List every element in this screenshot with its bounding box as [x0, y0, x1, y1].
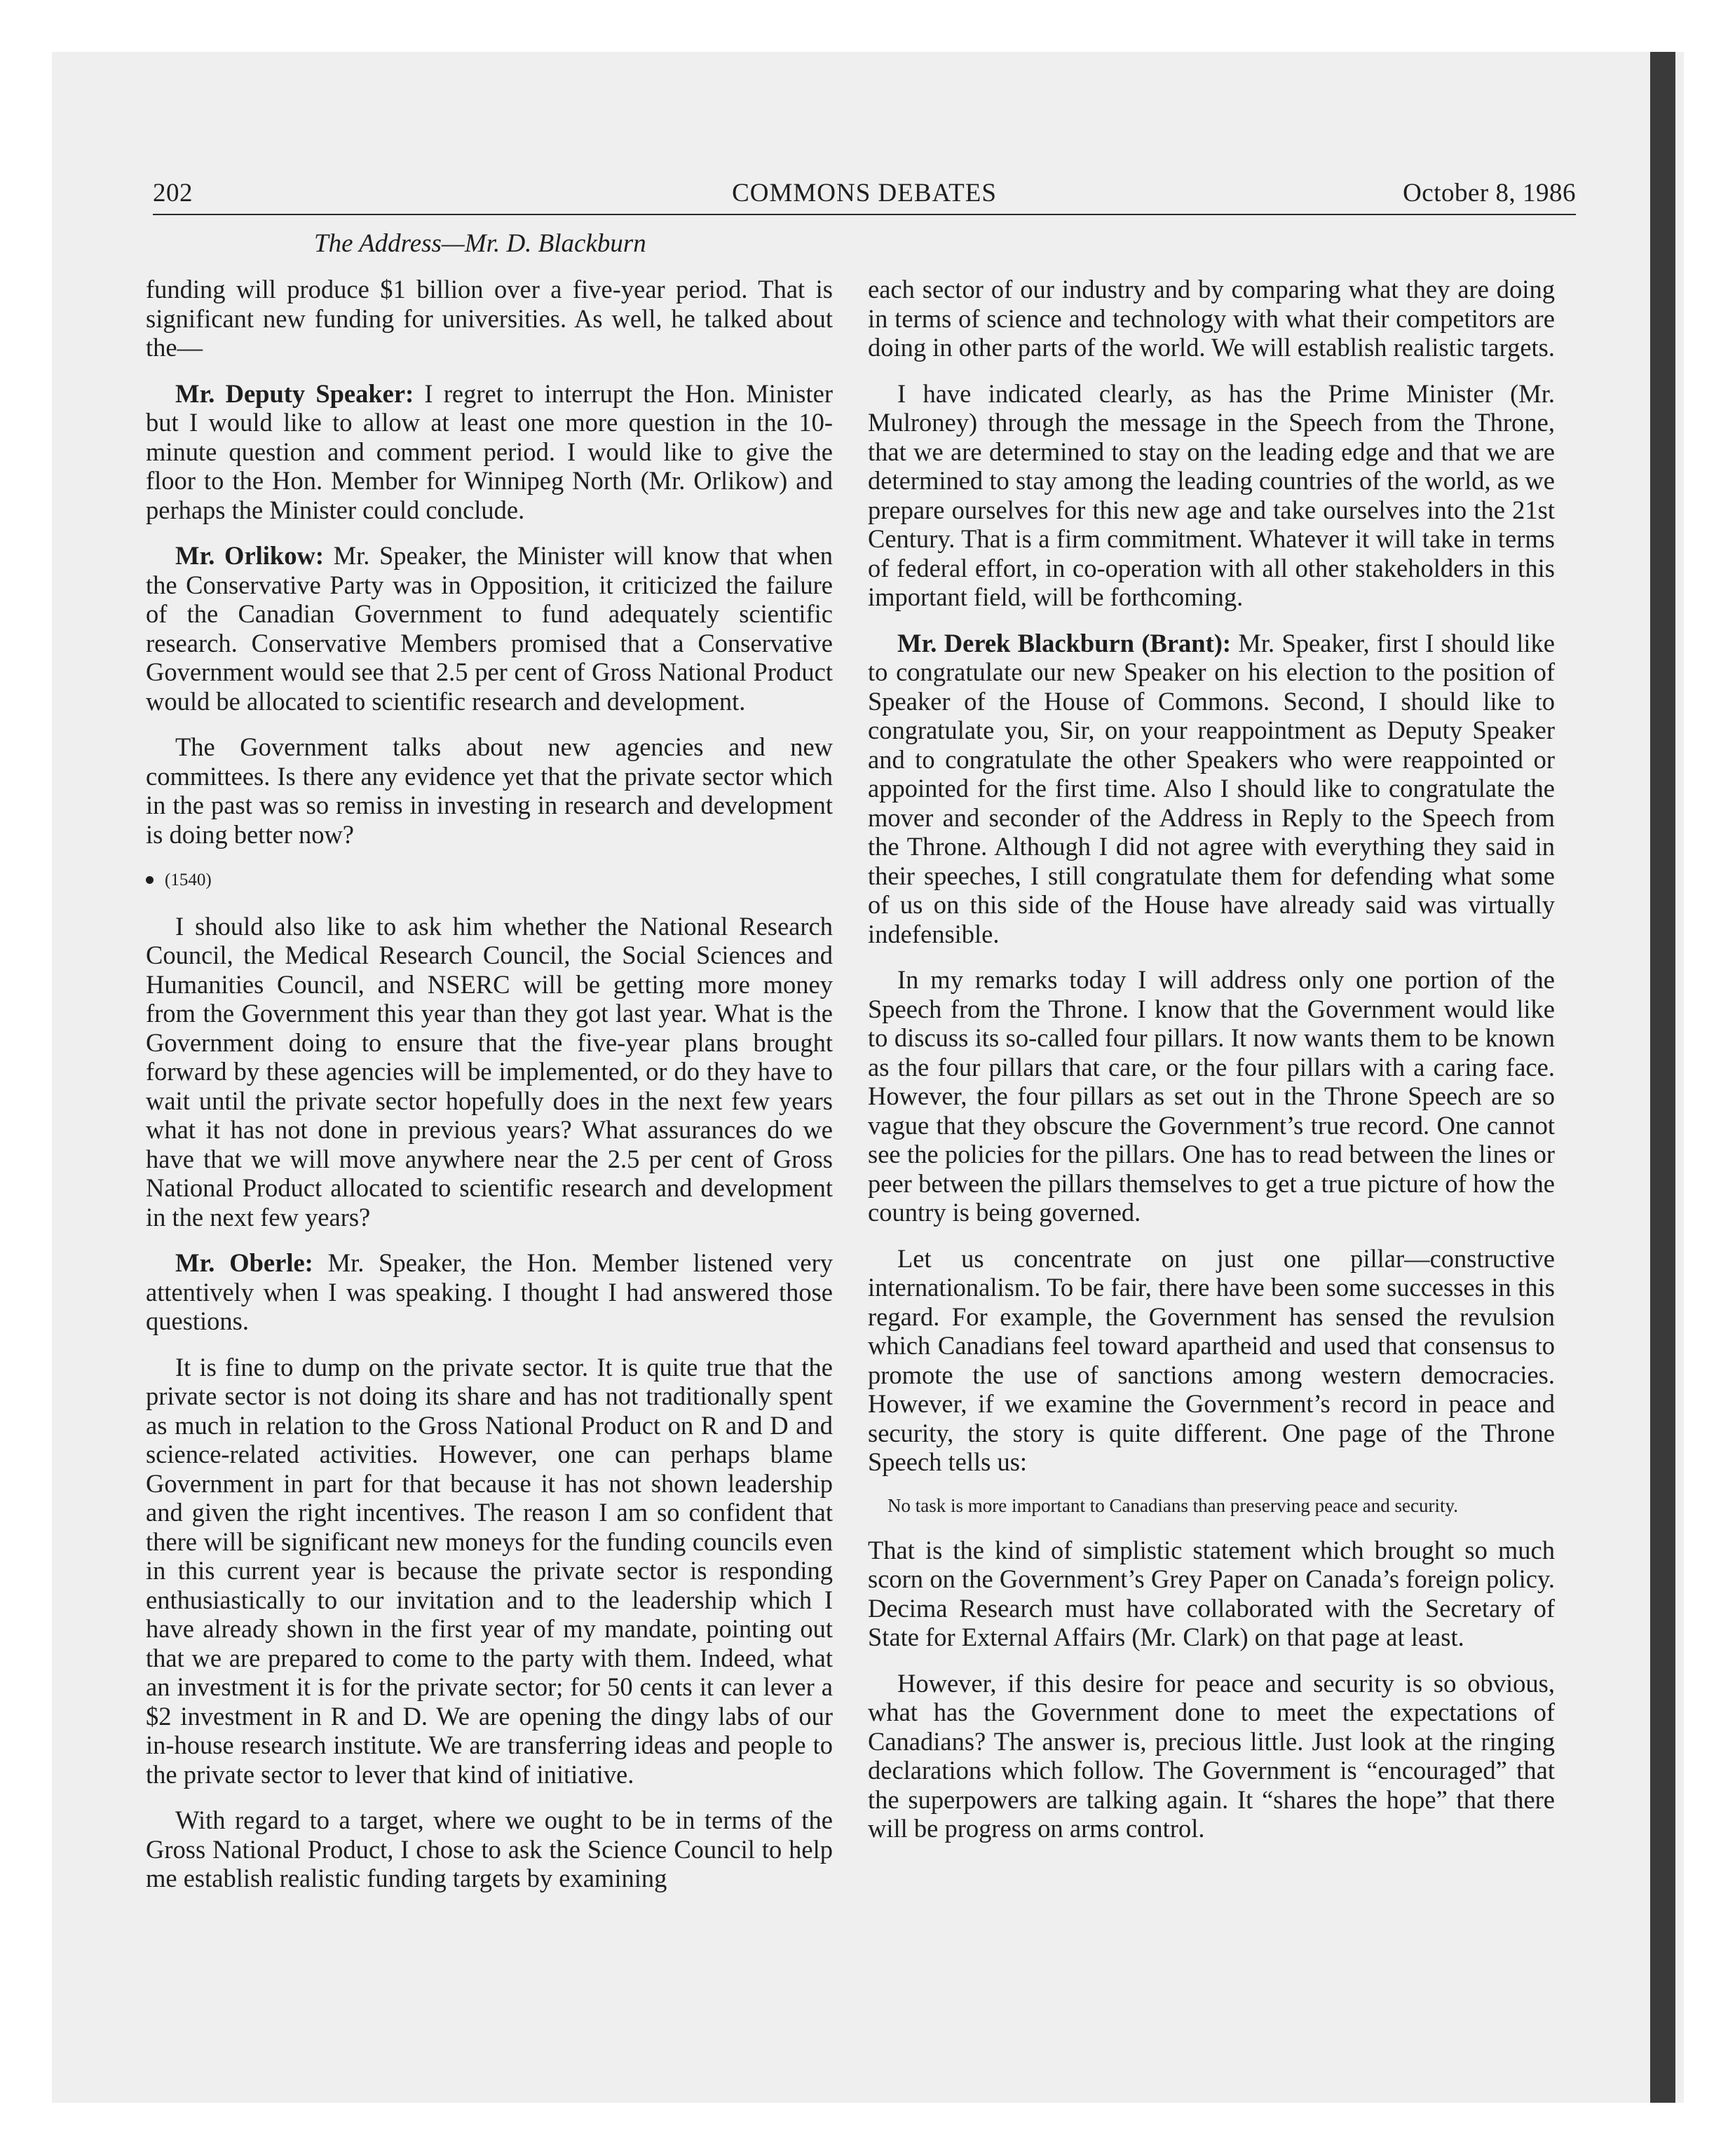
speaker-name: Mr. Orlikow:: [175, 541, 324, 570]
paragraph: The Government talks about new agencies and new committees. Is there any evidence yet that the private sector which in the past was so remiss in investing in research and development is doing better now?: [146, 732, 833, 849]
paragraph: I have indicated clearly, as has the Prime Minister (Mr. Mulroney) through the message in the Speech from the Throne, that we are determined to stay on the leading edge and that we are determined to stay among the leading countries of the world, as we prepare ourselves for this new age and take ourselves into the 21st Century. That is a firm commitment. Whatever it will take in terms of federal effort, in co-operation with all other stakeholders in this important field, will be forthcoming.: [868, 378, 1555, 611]
timestamp-text: (1540): [165, 871, 212, 889]
right-column: [868, 275, 1555, 1860]
speech-text: Mr. Speaker, the Minister will know that when the Conservative Party was in Opposition, it criticized the failure of the Canadian Government to fund adequately scientific research. Conservative Members promised that a Conservative Government would see that 2.5 per cent of Gross National Product would be allocated to scientific research and development.: [146, 541, 833, 716]
page-header: [153, 178, 1576, 216]
block-quote: No task is more important to Canadians than preserving peace and security.: [887, 1494, 1459, 1516]
issue-date: October 8, 1986: [1403, 179, 1576, 207]
left-column: [146, 275, 833, 1910]
running-head: The Address—Mr. D. Blackburn: [314, 229, 646, 258]
page-number: 202: [153, 179, 193, 207]
paragraph: However, if this desire for peace and security is so obvious, what has the Government done to meet the expectations of Canadians? The answer is, precious little. Just look at the ringing declarations which follow. The Government is “encouraged” that the superpowers are talking again. It “shares the hope” that there will be progress on arms control.: [868, 1668, 1555, 1843]
paragraph: In my remarks today I will address only one portion of the Speech from the Throne. I know that the Government would like to discuss its so-called four pillars. It now wants them to be known as the four pillars that care, or the four pillars with a caring face. However, the four pillars as set out in the Throne Speech are so vague that they obscure the Government’s true record. One cannot see the policies for the pillars. One has to read between the lines or peer between the pillars themselves to get a true picture of how the country is being governed.: [868, 965, 1555, 1227]
paragraph: It is fine to dump on the private sector. It is quite true that the private sector is not doing its share and has not traditionally spent as much in relation to the Gross National Product on R and D and science-related activities. However, one can perhaps blame Government in part for that because it has not shown leadership and given the right incentives. The reason I am so confident that there will be significant new moneys for the funding councils even in this current year is because the private sector is responding enthusiastically to our invitation and to the leadership which I have already shown in the first year of my mandate, pointing out that we are prepared to come to the party with them. Indeed, what an investment it is for the private sector; for 50 cents it can lever a $2 investment in R and D. We are opening the dingy labs of our in-house research institute. We are transferring ideas and people to the private sector to lever that kind of initiative.: [146, 1352, 833, 1789]
paragraph: [868, 629, 1555, 949]
speaker-name: Mr. Deputy Speaker:: [175, 378, 414, 408]
paragraph: funding will produce $1 billion over a five-year period. That is significant new funding for universities. As well, he talked about the—: [146, 275, 833, 362]
speaker-name: Mr. Derek Blackburn (Brant):: [897, 628, 1232, 657]
speech-text: Mr. Speaker, the Hon. Member listened very attentively when I was speaking. I thought I had answered those questions.: [146, 1248, 833, 1335]
bullet-icon: [146, 876, 154, 884]
paragraph: Let us concentrate on just one pillar—constructive internationalism. To be fair, there have been some successes in this regard. For example, the Government has sensed the revulsion which Canadians feel toward apartheid and used that consensus to promote the use of sanctions among western democracies. However, if we examine the Government’s record in peace and security, the story is quite different. One page of the Throne Speech tells us:: [868, 1243, 1555, 1476]
scan-edge-shadow: [1650, 52, 1675, 2103]
timestamp: [146, 866, 833, 895]
header-rule: [153, 214, 1576, 215]
paragraph: [146, 379, 833, 525]
paragraph: [146, 1248, 833, 1336]
paragraph: each sector of our industry and by comparing what they are doing in terms of science and technology with what their competitors are doing in other parts of the world. We will establish realistic targets.: [868, 275, 1555, 362]
paragraph: That is the kind of simplistic statement which brought so much scorn on the Government’s Grey Paper on Canada’s foreign policy. Decima Research must have collaborated with the Secretary of State for External Affairs (Mr. Clark) on that page at least.: [868, 1535, 1555, 1651]
speech-text: Mr. Speaker, first I should like to congratulate our new Speaker on his election to the position of Speaker of the House of Commons. Second, I should like to congratulate you, Sir, on your reappointment as Deputy Speaker and to congratulate the other Speakers who were reappointed or appointed for the first time. Also I should like to congratulate the mover and seconder of the Address in Reply to the Speech from the Throne. Although I did not agree with everything they said in their speeches, I still congratulate them for defending what some of us on this side of the House have already said was virtually indefensible.: [868, 628, 1555, 948]
speech-text: I regret to interrupt the Hon. Minister but I would like to allow at least one more question in the 10-minute question and comment period. I would like to give the floor to the Hon. Member for Winnipeg North (Mr. Orlikow) and perhaps the Minister could conclude.: [146, 378, 833, 524]
publication-title: COMMONS DEBATES: [732, 179, 997, 207]
paragraph: I should also like to ask him whether the National Research Council, the Medical Research Council, the Social Sciences and Humanities Council, and NSERC will be getting more money from the Government this year than they got last year. What is the Government doing to ensure that the five-year plans brought forward by these agencies will be implemented, or do they have to wait until the private sector hopefully does in the next few years what it has not done in previous years? What assurances do we have that we will move anywhere near the 2.5 per cent of Gross National Product allocated to scientific research and development in the next few years?: [146, 911, 833, 1231]
speaker-name: Mr. Oberle:: [175, 1248, 313, 1277]
paragraph: [146, 541, 833, 716]
paragraph: With regard to a target, where we ought to be in terms of the Gross National Product, I chose to ask the Science Council to help me establish realistic funding targets by examining: [146, 1806, 833, 1892]
